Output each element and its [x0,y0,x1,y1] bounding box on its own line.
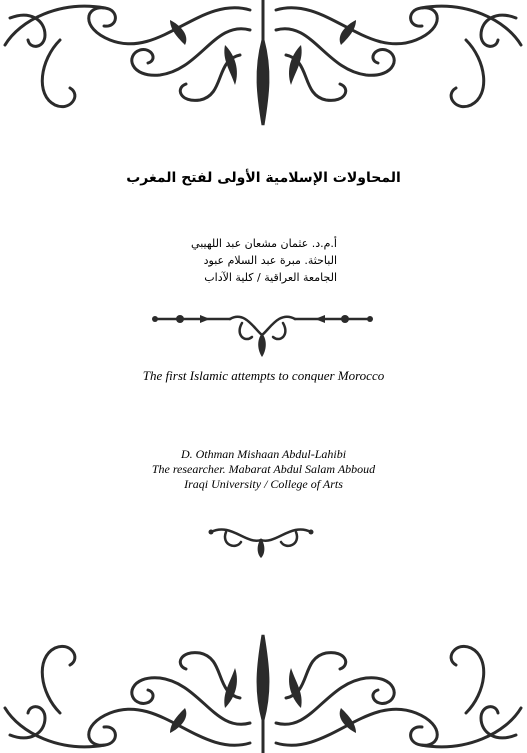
english-author-1: D. Othman Mishaan Abdul-Lahibi [180,447,347,461]
arabic-title: المحاولات الإسلامية الأولى لفتح المغرب [126,170,401,186]
arabic-authors [77,235,337,286]
english-authors [0,447,527,492]
english-title: The first Islamic attempts to conquer Morocco [142,368,385,383]
english-affiliation: Iraqi University / College of Arts [184,477,343,491]
scroll-divider-icon [150,305,375,360]
bottom-flourish-border-icon [0,625,527,753]
arabic-author-1: أ.م.د. عثمان مشعان عبد اللهيبي [191,237,337,250]
arabic-author-2: الباحثة. مبرة عبد السلام عبود [203,254,337,267]
small-flourish-icon [206,520,316,560]
arabic-affiliation: الجامعة العراقية / كلية الآداب [204,271,337,284]
top-flourish-border-icon [0,0,527,135]
english-author-2: The researcher. Mabarat Abdul Salam Abboud [151,462,376,476]
